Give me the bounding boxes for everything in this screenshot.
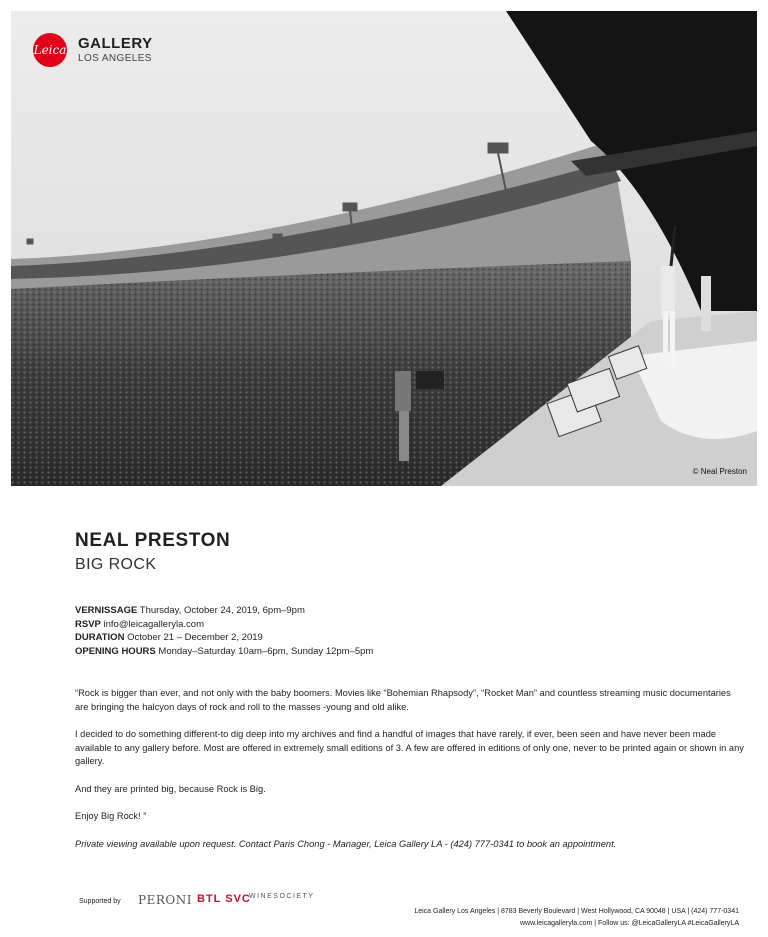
photo-credit: © Neal Preston xyxy=(692,467,747,476)
private-viewing-note: Private viewing available upon request. Contact Paris Chong - Manager, Leica Gallery LA - (424) 777-0341 to book an appointment. xyxy=(75,838,617,849)
detail-duration xyxy=(75,631,373,645)
detail-rsvp xyxy=(75,618,373,632)
statement-paragraph: Enjoy Big Rock! ” xyxy=(75,811,147,821)
statement-paragraph: And they are printed big, because Rock is Big. xyxy=(75,783,266,794)
detail-opening-hours xyxy=(75,645,373,659)
leica-logo: Leica xyxy=(33,33,67,67)
supported-by-label: Supported by xyxy=(79,898,121,905)
detail-label: VERNISSAGE xyxy=(75,605,138,616)
sponsor-btl-svc-logo: BTL SVC xyxy=(197,893,251,905)
footer-address: Leica Gallery Los Angeles | 8783 Beverly Boulevard | West Hollywood, CA 90048 | USA | (424) 777-0341 xyxy=(414,908,739,915)
footer-contact xyxy=(414,906,739,930)
exhibition-title: BIG ROCK xyxy=(75,556,157,573)
detail-label: RSVP xyxy=(75,618,101,630)
gallery-title: GALLERY xyxy=(78,35,153,52)
detail-label: OPENING HOURS xyxy=(75,645,156,657)
statement-paragraph: I decided to do something different-to dig deep into my archives and find a handful of images that have rarely, if ever, been seen and have never been made available to any gallery before. Most are offered in extremely small editions of 3. A few are offered in editions of only one, never to be printed again or shown in any gallery. xyxy=(75,729,744,766)
detail-vernissage xyxy=(75,604,373,618)
gallery-location: LOS ANGELES xyxy=(78,53,152,64)
statement-paragraph: “Rock is bigger than ever, and not only with the baby boomers. Movies like “Bohemian Rhapsody”, “Rocket Man” and countless streaming music documentaries are bringing the halcyon days of rock and roll to the masses -young and old alike. xyxy=(75,688,731,712)
detail-value: October 21 – December 2, 2019 xyxy=(127,632,263,643)
detail-value: Monday–Saturday 10am–6pm, Sunday 12pm–5pm xyxy=(158,645,374,657)
footer-web-social[interactable]: www.leicagalleryla.com | Follow us: @LeicaGalleryLA #LeicaGalleryLA xyxy=(519,920,739,927)
artist-statement xyxy=(75,687,745,865)
sponsor-peroni-logo: PERONI xyxy=(138,893,192,907)
hero-photo xyxy=(11,11,757,486)
detail-label: DURATION xyxy=(75,632,125,643)
sponsor-winesociety-logo: WINESOCIETY xyxy=(249,893,315,900)
detail-value: Thursday, October 24, 2019, 6pm–9pm xyxy=(139,605,305,616)
exhibition-details xyxy=(75,604,373,658)
rsvp-email-link[interactable]: info@leicagalleryla.com xyxy=(103,618,204,630)
artist-name: NEAL PRESTON xyxy=(75,530,231,551)
stadium-concert-photo xyxy=(11,11,757,486)
